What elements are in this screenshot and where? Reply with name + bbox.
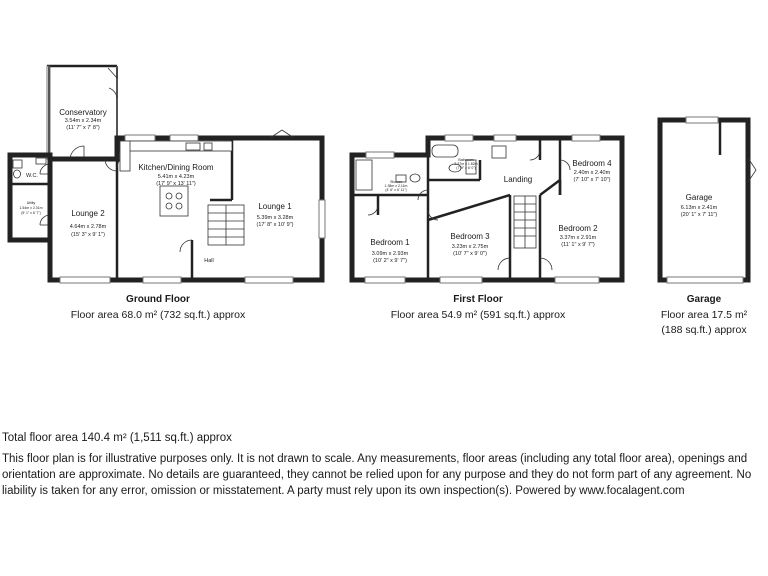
garage-floor-area-line2: (188 sq.ft.) approx [661, 324, 747, 336]
conservatory-dims: 3.54m x 2.34m [64, 118, 102, 124]
bedroom3-imperial: (10' 7" x 9' 0") [453, 251, 487, 257]
garage-name: Garage [685, 193, 713, 202]
conservatory-name: Conservatory [59, 108, 107, 117]
total-floor-area: Total floor area 140.4 m² (1,511 sq.ft.) approx [2, 432, 232, 444]
lounge1-name: Lounge 1 [258, 202, 292, 211]
conservatory-label [59, 108, 107, 131]
ground-floor-title: Ground Floor [126, 294, 190, 305]
kitchen-label [138, 163, 213, 187]
bedroom3-label [450, 232, 490, 257]
bedroom2-name: Bedroom 2 [558, 224, 598, 233]
wc-utility-structure [10, 155, 50, 240]
lounge2-label [70, 209, 107, 238]
bedroom3-dims: 3.23m x 2.75m [451, 244, 489, 250]
lounge1-imperial: (17' 8" x 10' 9") [256, 222, 294, 228]
utility-name: Utility [26, 201, 36, 205]
ground-stairs [208, 205, 244, 245]
ground-floor-plan [10, 66, 325, 321]
garage-dims: 6.13m x 2.41m [680, 205, 718, 211]
shower-dims: 1.38m x 2.11m [384, 184, 408, 188]
shower-name: Shower [390, 180, 402, 184]
first-floor-title: First Floor [453, 294, 503, 305]
bedroom2-dims: 3.37m x 2.91m [559, 235, 597, 241]
bedroom4-label [572, 159, 612, 183]
bedroom1-name: Bedroom 1 [370, 238, 410, 247]
bedroom2-imperial: (11' 1" x 9' 7") [561, 242, 595, 248]
utility-dims: 1.54m x 2.01m [19, 206, 43, 210]
first-floor-plan [352, 135, 622, 321]
bedroom2-label [558, 224, 598, 248]
landing-name: Landing [503, 175, 533, 184]
lounge1-dims: 5.39m x 3.28m [256, 215, 294, 221]
disclaimer: This floor plan is for illustrative purposes only. It is not drawn to scale. Any measurements, floor areas (including any total floor area), openings and orientation are approximate. No details are guaranteed, they cannot be relied upon for any purpose and they do not form part of any agreement. No liability is taken for any error, omission or misstatement. A party must rely upon its own inspection(s). Powered by www.focalagent.com [2, 453, 752, 497]
garage-floor-title: Garage [686, 294, 722, 305]
utility-label [19, 201, 42, 215]
shower-imperial: (4' 6" x 6' 11") [385, 188, 407, 192]
lounge2-dims: 4.64m x 2.78m [69, 224, 107, 230]
bedroom4-name: Bedroom 4 [572, 159, 612, 168]
wc-name: W.C. [26, 173, 38, 179]
first-stairs [514, 196, 536, 248]
kitchen-imperial: (17' 9" x 13' 11") [156, 181, 196, 187]
bedroom1-dims: 3.09m x 2.93m [371, 251, 409, 257]
hall-name: Hall [204, 258, 214, 264]
bedroom4-dims: 2.40m x 2.40m [573, 170, 611, 176]
lounge2-imperial: (15' 3" x 9' 1") [71, 232, 105, 238]
utility-imperial: (5' 1" x 6' 7") [21, 211, 41, 215]
garage-plan [660, 117, 756, 336]
lounge2-name: Lounge 2 [71, 209, 105, 218]
bedroom3-name: Bedroom 3 [450, 232, 490, 241]
bathroom-imperial: (7' 9" x 6' 0") [456, 166, 476, 170]
garage-imperial: (20' 1" x 7' 11") [680, 212, 718, 218]
first-floor-area: Floor area 54.9 m² (591 sq.ft.) approx [390, 309, 566, 321]
bedroom1-label [370, 238, 410, 264]
bathroom-name: Bathroom [458, 158, 474, 162]
bedroom4-imperial: (7' 10" x 7' 10") [573, 177, 611, 183]
garage-floor-area-line1: Floor area 17.5 m² [660, 309, 748, 321]
conservatory-imperial: (11' 7" x 7' 8") [66, 125, 100, 131]
bedroom1-imperial: (10' 2" x 9' 7") [373, 258, 407, 264]
garage-label [681, 193, 718, 218]
kitchen-name: Kitchen/Dining Room [138, 163, 214, 172]
bathroom-dims: 2.37m x 1.82m [454, 162, 478, 166]
lounge1-label [257, 202, 294, 228]
kitchen-dims: 5.41m x 4.23m [157, 174, 195, 180]
ground-floor-area: Floor area 68.0 m² (732 sq.ft.) approx [70, 309, 246, 321]
